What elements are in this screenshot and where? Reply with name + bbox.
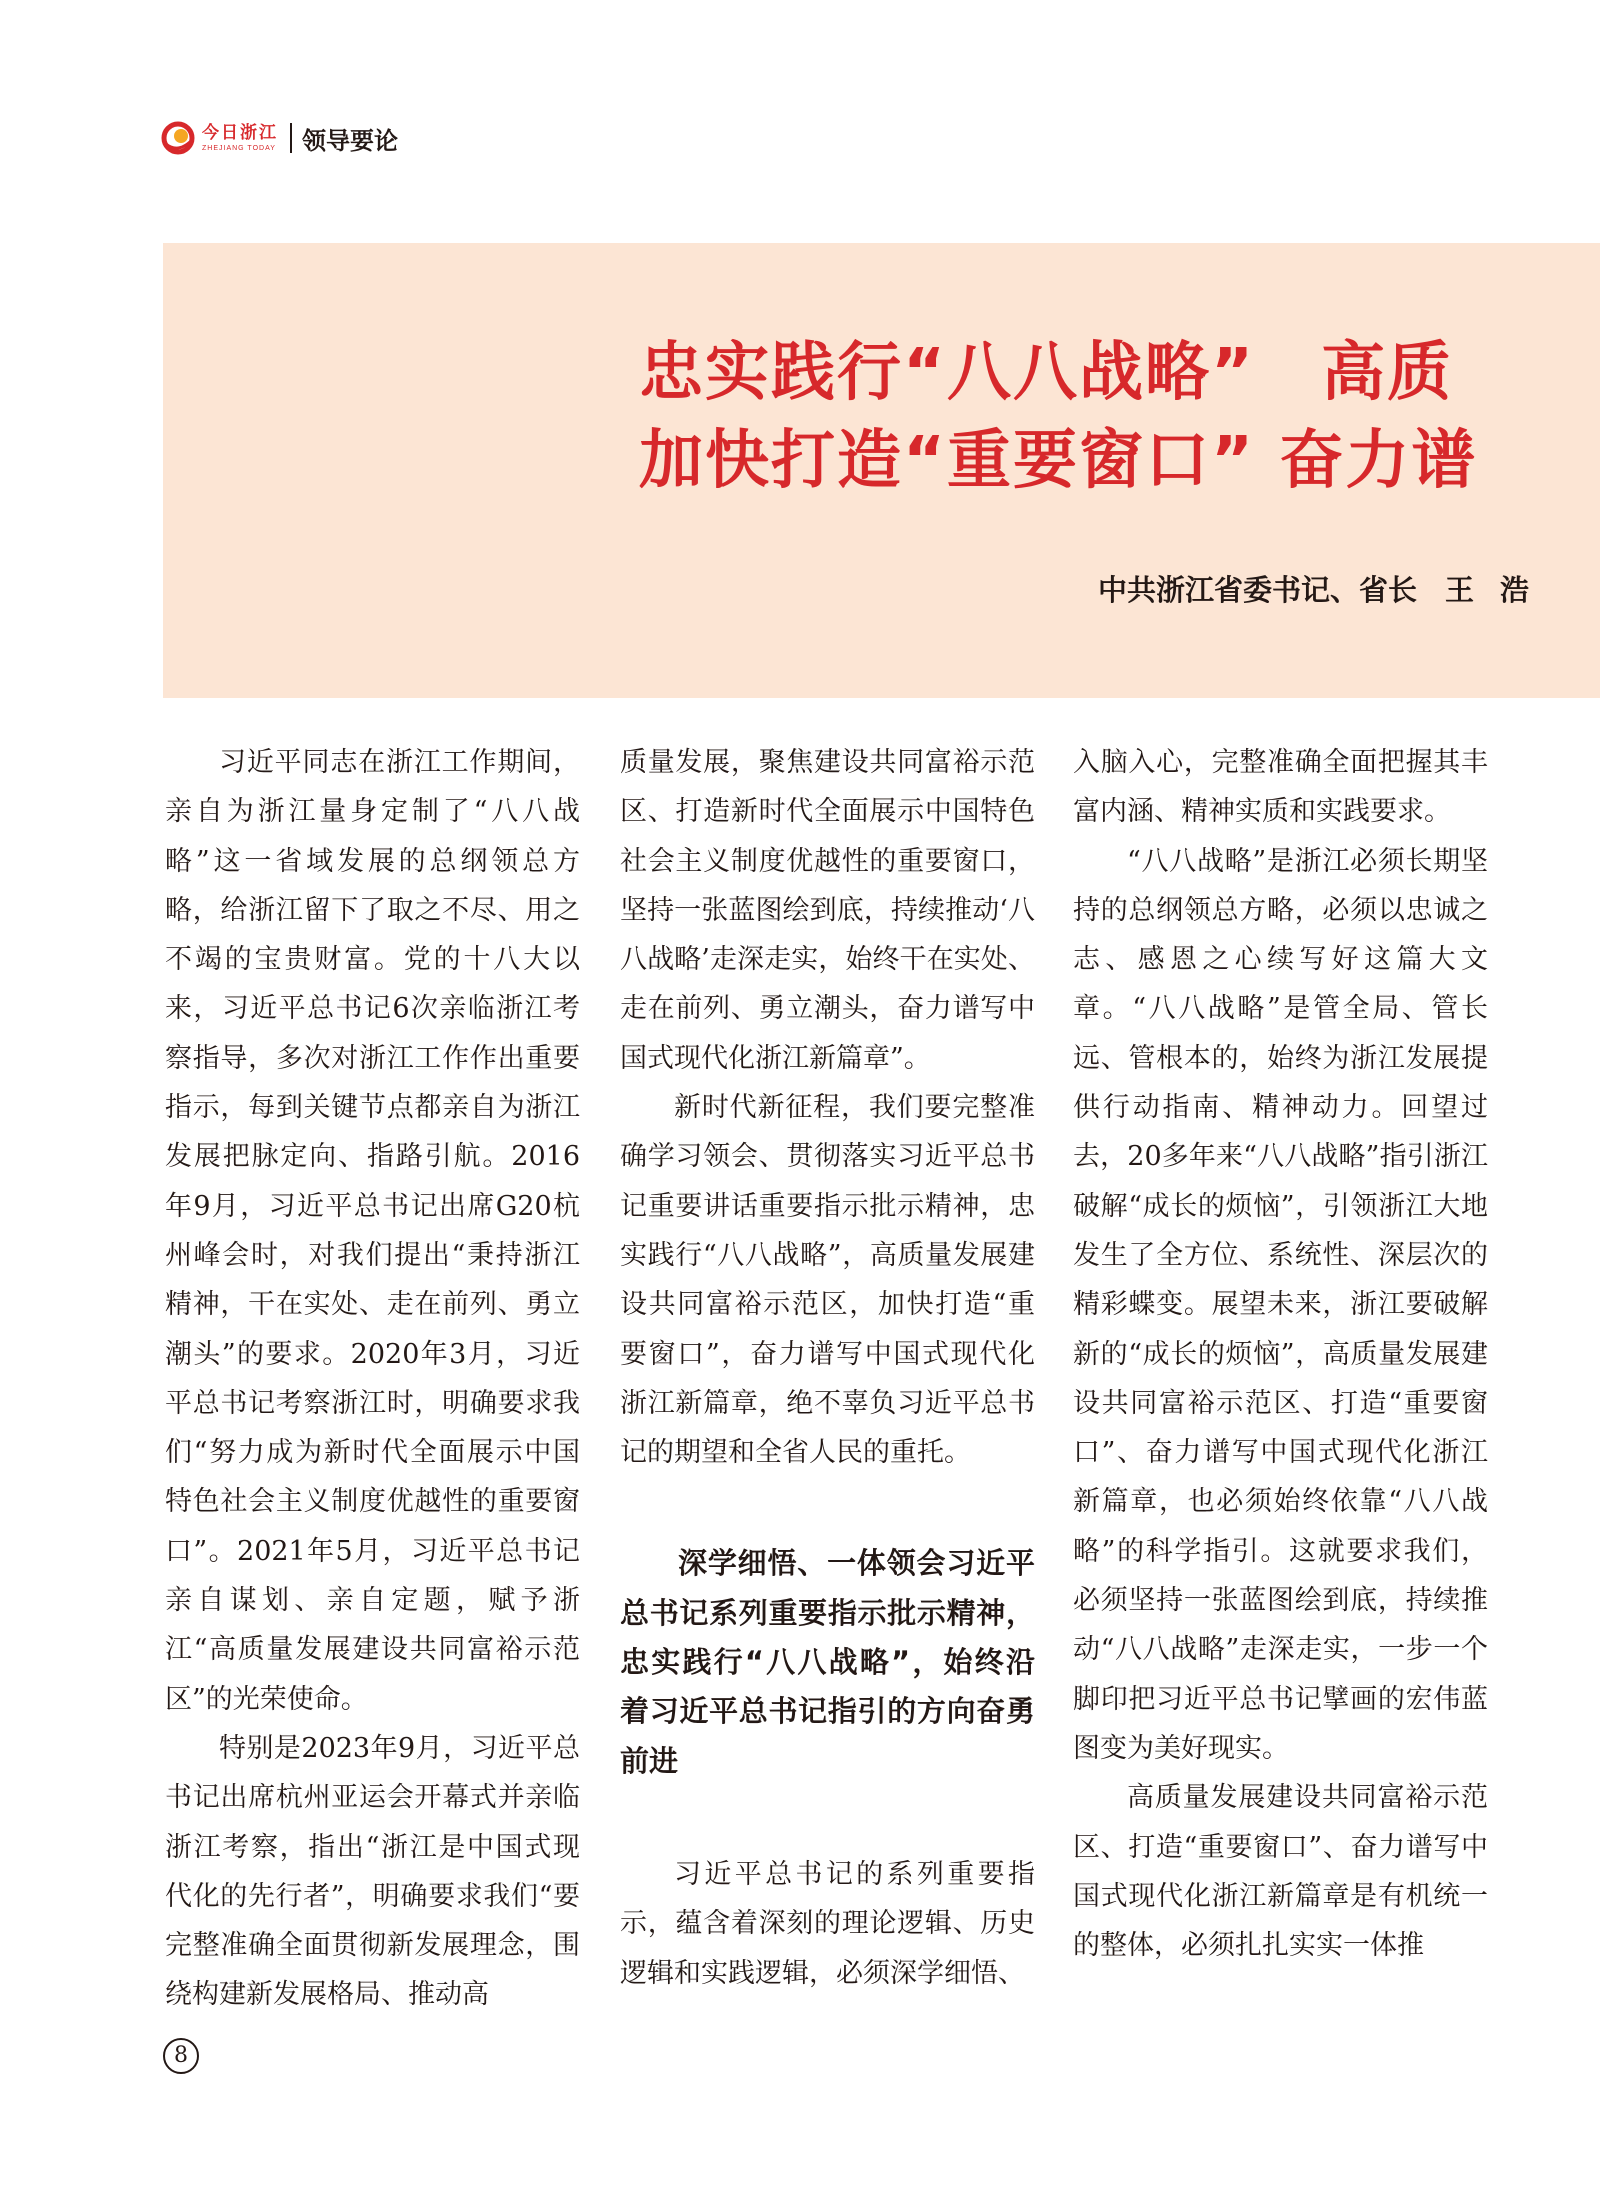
paragraph: 习近平同志在浙江工作期间，亲自为浙江量身定制了“八八战略”这一省域发展的总纲领总方略，给浙江留下了取之不尽、用之不竭的宝贵财富。党的十八大以来，习近平总书记6次亲临浙江考察指导，多次对浙江工作作出重要指示，每到关键节点都亲自为浙江发展把脉定向、指路引航。2016年9月，习近平总书记出席G20杭州峰会时，对我们提出“秉持浙江精神，干在实处、走在前列、勇立潮头”的要求。2020年3月，习近平总书记考察浙江时，明确要求我们“努力成为新时代全面展示中国特色社会主义制度优越性的重要窗口”。2021年5月，习近平总书记亲自谋划、亲自定题，赋予浙江“高质量发展建设共同富裕示范区”的光荣使命。 [165,747,580,1715]
logo-english: ZHEJIANG TODAY [202,144,276,152]
text-column-1 [165,738,580,2020]
text-column-3 [1073,738,1488,1970]
logo-chinese: 今日浙江 [202,122,278,143]
paragraph: 高质量发展建设共同富裕示范区、打造“重要窗口”、奋力谱写中国式现代化浙江新篇章是有机统一的整体，必须扎扎实实一体推 [1073,1782,1488,1962]
author-title: 中共浙江省委书记、省长 [1097,573,1417,607]
page-number: 8 [163,2038,199,2074]
paragraph: 习近平总书记的系列重要指示，蕴含着深刻的理论逻辑、历史逻辑和实践逻辑，必须深学细悟、 [620,1858,1035,1989]
text-column-2 [620,738,1035,1998]
title-line-2: 加快打造“重要窗口” 奋力谱 [639,424,1478,498]
author-byline [1098,568,1555,609]
logo-text [202,122,278,152]
title-banner [163,243,1600,698]
section-subheading: 深学细悟、一体领会习近平总书记系列重要指示批示精神，忠实践行“八八战略”，始终沿着习近平总书记指引的方向奋勇前进 [620,1546,1035,1778]
article-title [639,329,1477,505]
paragraph: “八八战略”是浙江必须长期坚持的总纲领总方略，必须以忠诚之志、感恩之心续写好这篇大文章。“八八战略”是管全局、管长远、管根本的，始终为浙江发展提供行动指南、精神动力。回望过去，20多年来“八八战略”指引浙江破解“成长的烦恼”，引领浙江大地发生了全方位、系统性、深层次的精彩蝶变。展望未来，浙江要破解新的“成长的烦恼”，高质量发展建设共同富裕示范区、打造“重要窗口”、奋力谱写中国式现代化浙江新篇章，也必须始终依靠“八八战略”的科学指引。这就要求我们，必须坚持一张蓝图绘到底，持续推动“八八战略”走深走实，一步一个脚印把习近平总书记擘画的宏伟蓝图变为美好现实。 [1073,845,1488,1764]
author-name: 王浩 [1444,573,1555,607]
paragraph: 入脑入心，完整准确全面把握其丰富内涵、精神实质和实践要求。 [1073,747,1488,828]
paragraph: 新时代新征程，我们要完整准确学习领会、贯彻落实习近平总书记重要讲话重要指示批示精神，忠实践行“八八战略”，高质量发展建设共同富裕示范区，加快打造“重要窗口”，奋力谱写中国式现代化浙江新篇章，绝不辜负习近平总书记的期望和全省人民的重托。 [620,1092,1035,1469]
header-divider [290,123,292,153]
section-name: 领导要论 [302,126,398,155]
zhejiang-today-logo-icon [160,120,196,156]
title-line-1: 忠实践行“八八战略” 高质 [639,336,1454,410]
magazine-header [160,118,398,158]
paragraph: 特别是2023年9月，习近平总书记出席杭州亚运会开幕式并亲临浙江考察，指出“浙江是中国式现代化的先行者”，明确要求我们“要完整准确全面贯彻新发展理念，围绕构建新发展格局、推动高 [165,1732,580,2011]
paragraph: 质量发展，聚焦建设共同富裕示范区、打造新时代全面展示中国特色社会主义制度优越性的重要窗口，坚持一张蓝图绘到底，持续推动‘八八战略’走深走实，始终干在实处、走在前列、勇立潮头，奋力谱写中国式现代化浙江新篇章”。 [620,747,1035,1074]
